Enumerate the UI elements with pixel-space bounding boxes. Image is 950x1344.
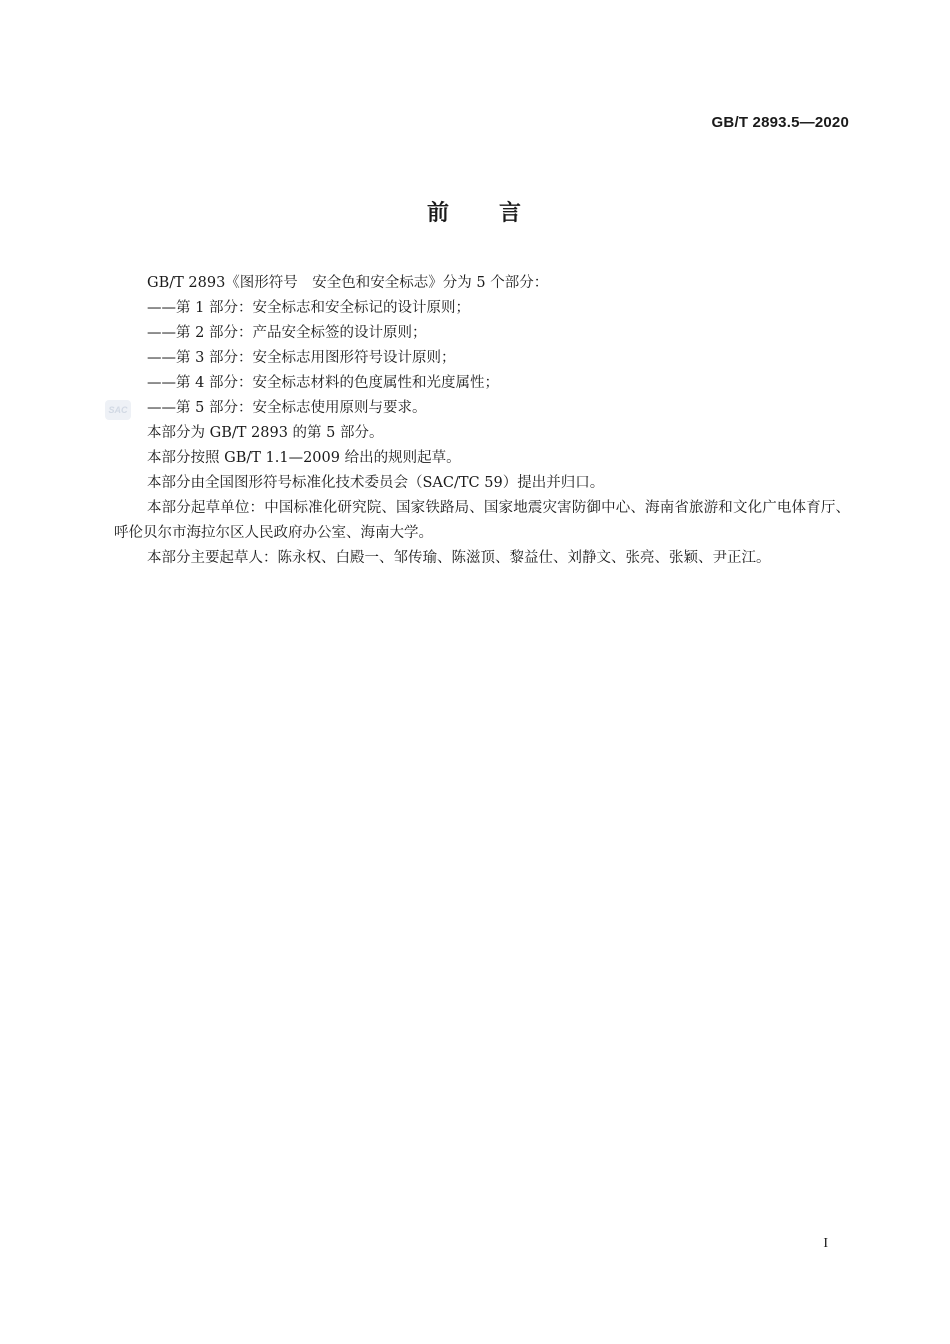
intro-paragraph: GB/T 2893《图形符号 安全色和安全标志》分为 5 个部分： bbox=[147, 275, 549, 291]
part-list-item-5: ——第 5 部分：安全标志使用原则与要求。 bbox=[147, 400, 427, 416]
drafting-units: 本部分起草单位：中国标准化研究院、国家铁路局、国家地震灾害防御中心、海南省旅游和文化广电体育厅、呼伦贝尔市海拉尔区人民政府办公室、海南大学。 bbox=[114, 500, 850, 541]
part-list-item-2: ——第 2 部分：产品安全标签的设计原则； bbox=[147, 325, 427, 341]
part-list-item-4: ——第 4 部分：安全标志材料的色度属性和光度属性； bbox=[147, 375, 499, 391]
part-statement: 本部分为 GB/T 2893 的第 5 部分。 bbox=[147, 425, 384, 441]
page-number: I bbox=[823, 1236, 828, 1251]
document-body bbox=[114, 271, 850, 571]
sac-watermark-logo: SAC bbox=[105, 400, 131, 420]
part-list-item-3: ——第 3 部分：安全标志用图形符号设计原则； bbox=[147, 350, 456, 366]
page-title: 前 言 bbox=[426, 201, 523, 226]
proposer-statement: 本部分由全国图形符号标准化技术委员会（SAC/TC 59）提出并归口。 bbox=[147, 475, 605, 491]
standard-code: GB/T 2893.5—2020 bbox=[711, 114, 849, 131]
drafting-rules: 本部分按照 GB/T 1.1—2009 给出的规则起草。 bbox=[147, 450, 461, 466]
part-list-item-1: ——第 1 部分：安全标志和安全标记的设计原则； bbox=[147, 300, 470, 316]
main-drafters: 本部分主要起草人：陈永权、白殿一、邹传瑜、陈滋顶、黎益仕、刘静文、张亮、张颖、尹正江。 bbox=[147, 550, 771, 566]
